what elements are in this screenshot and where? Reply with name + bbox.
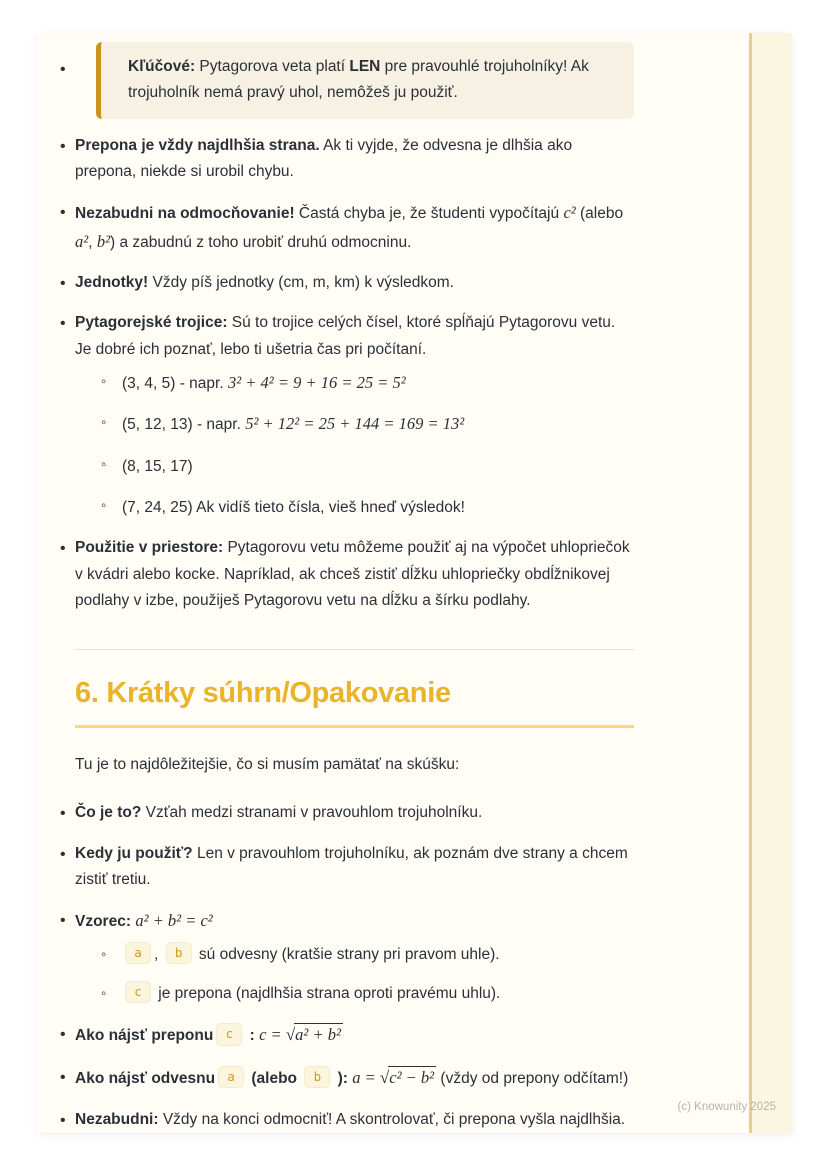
triple-text: (7, 24, 25) Ak vidíš tieto čísla, vieš hneď výsledok! bbox=[122, 499, 465, 517]
badge-c: c bbox=[216, 1023, 242, 1045]
triple-text: (3, 4, 5) - napr. bbox=[122, 375, 228, 393]
list-item-odmocnovanie bbox=[75, 199, 635, 256]
badge-b: b bbox=[166, 942, 192, 964]
math-b2: b² bbox=[96, 231, 111, 251]
key-callout-box bbox=[96, 42, 634, 119]
list-item-najst-preponu bbox=[75, 1021, 635, 1050]
summary-list bbox=[75, 800, 635, 1133]
sub-text: sú odvesny (kratšie strany pri pravom uhle). bbox=[194, 945, 500, 963]
math-formula: c = bbox=[259, 1025, 286, 1045]
item-lead: Čo je to? bbox=[75, 804, 142, 822]
triple-math: 3² + 4² = 9 + 16 = 25 = 5² bbox=[227, 373, 406, 393]
triple-text: (8, 15, 17) bbox=[122, 457, 193, 475]
math-radicand: c² − b² bbox=[389, 1068, 435, 1088]
tips-list bbox=[75, 133, 635, 615]
item-lead: Prepona je vždy najdlhšia strana. bbox=[75, 136, 320, 154]
item-lead: (alebo bbox=[247, 1070, 302, 1088]
item-lead: Kedy ju použiť? bbox=[75, 844, 193, 862]
item-text: Len v pravouhlom trojuholníku, ak poznám dve strany a chcem zistiť tretiu. bbox=[75, 844, 628, 888]
list-item-kedy bbox=[75, 841, 635, 894]
item-lead: ): bbox=[333, 1070, 353, 1088]
item-text: Vzťah medzi stranami v pravouhlom trojuholníku. bbox=[141, 804, 483, 822]
list-item-priestor bbox=[75, 535, 635, 614]
item-text: ) a zabudnú z toho urobiť druhú odmocninu. bbox=[110, 233, 412, 251]
list-item-trojice bbox=[75, 310, 635, 521]
badge-b: b bbox=[304, 1066, 330, 1088]
triples-sublist bbox=[75, 369, 635, 521]
item-text: Vždy na konci odmocniť! A skontrolovať, či prepona vyšla najdlhšia. bbox=[158, 1111, 626, 1129]
item-text: Častá chyba je, že študenti vypočítajú bbox=[294, 205, 564, 223]
list-item-prepona bbox=[75, 133, 635, 186]
vzorec-sublist bbox=[75, 942, 635, 1008]
callout-list bbox=[75, 42, 635, 119]
math-a2: a² bbox=[75, 231, 89, 251]
item-lead: Ako nájsť preponu bbox=[75, 1027, 214, 1045]
item-text: Ak ti vyjde, že odvesna je dlhšia ako prepona, niekde si urobil chybu. bbox=[75, 136, 573, 181]
item-lead: Nezabudni: bbox=[75, 1111, 159, 1129]
callout-emphasis: LEN bbox=[349, 58, 381, 75]
list-item-jednotky bbox=[75, 270, 635, 296]
triple-item bbox=[122, 493, 635, 521]
section-divider bbox=[75, 649, 635, 650]
document-sheet bbox=[37, 33, 792, 1133]
item-text: (alebo bbox=[575, 205, 624, 223]
copyright-footer: (c) Knowunity 2025 bbox=[677, 1101, 776, 1113]
callout-lead: Kľúčové: bbox=[128, 58, 196, 75]
sub-text: je prepona (najdlhšia strana oproti pravému uhlu). bbox=[154, 984, 501, 1002]
item-text: Vždy píš jednotky (cm, m, km) k výsledkom. bbox=[148, 274, 454, 292]
item-text: Sú to trojice celých čísel, ktoré spĺňajú Pytagorovu vetu. Je dobré ich poznať, lebo ti ušetria čas pri počítaní. bbox=[75, 314, 616, 358]
math-radicand: a² + b² bbox=[295, 1025, 341, 1045]
badge-c: c bbox=[125, 981, 151, 1003]
item-lead: Použitie v priestore: bbox=[75, 539, 224, 557]
list-item-vzorec bbox=[75, 907, 635, 1007]
math-formula: a = bbox=[352, 1068, 380, 1088]
triple-item bbox=[122, 410, 635, 438]
list-item-najst-odvesnu bbox=[75, 1064, 635, 1093]
item-lead: Pytagorejské trojice: bbox=[75, 314, 228, 332]
right-margin-strip bbox=[752, 33, 792, 1133]
item-lead: Vzorec: bbox=[75, 913, 136, 931]
list-item-nezabudni bbox=[75, 1107, 635, 1133]
list-item-key-note bbox=[75, 42, 635, 119]
triple-math: 5² + 12² = 25 + 144 = 169 = 13² bbox=[245, 414, 465, 434]
right-accent-bar bbox=[749, 33, 752, 1133]
item-text: (vždy od prepony odčítam!) bbox=[436, 1070, 629, 1088]
item-text: Pytagorovu vetu môžeme použiť aj na výpočet uhlopriečok v kvádri alebo kocke. Napríklad, ak chceš zistiť dĺžku uhlopriečky obdĺžnikovej podlahy v izbe, použiješ Pytagorovu vetu na dĺžku a šírku podlahy. bbox=[75, 539, 630, 610]
triple-text: (5, 12, 13) - napr. bbox=[122, 416, 246, 434]
badge-a: a bbox=[125, 942, 151, 964]
item-lead: Jednotky! bbox=[75, 274, 149, 292]
heading-underline bbox=[75, 725, 634, 728]
document-content bbox=[37, 33, 635, 1133]
triple-item bbox=[122, 452, 635, 480]
math-formula: a² + b² = c² bbox=[135, 911, 213, 931]
intro-paragraph: Tu je to najdôležitejšie, čo si musím pamätať na skúšku: bbox=[75, 755, 460, 773]
math-c2: c² bbox=[563, 203, 576, 223]
triple-item bbox=[122, 369, 635, 397]
callout-text-2: pre pravouhlé trojuholníky! Ak trojuholník nemá pravý uhol, nemôžeš ju použiť. bbox=[128, 58, 589, 102]
sub-item-prepona bbox=[122, 981, 635, 1007]
list-item-co-je-to bbox=[75, 800, 635, 826]
badge-a: a bbox=[218, 1066, 244, 1088]
sub-text: , bbox=[154, 945, 163, 963]
callout-text-1: Pytagorova veta platí bbox=[195, 58, 350, 75]
sqrt-sign: √ bbox=[285, 1025, 296, 1045]
section-heading: 6. Krátky súhrn/Opakovanie bbox=[75, 676, 451, 709]
item-lead: Nezabudni na odmocňovanie! bbox=[75, 205, 295, 223]
item-lead: Ako nájsť odvesnu bbox=[75, 1070, 216, 1088]
sub-item-odvesny bbox=[122, 942, 635, 968]
sqrt-sign: √ bbox=[379, 1068, 390, 1088]
item-colon: : bbox=[245, 1027, 260, 1045]
item-text: , bbox=[88, 233, 97, 251]
